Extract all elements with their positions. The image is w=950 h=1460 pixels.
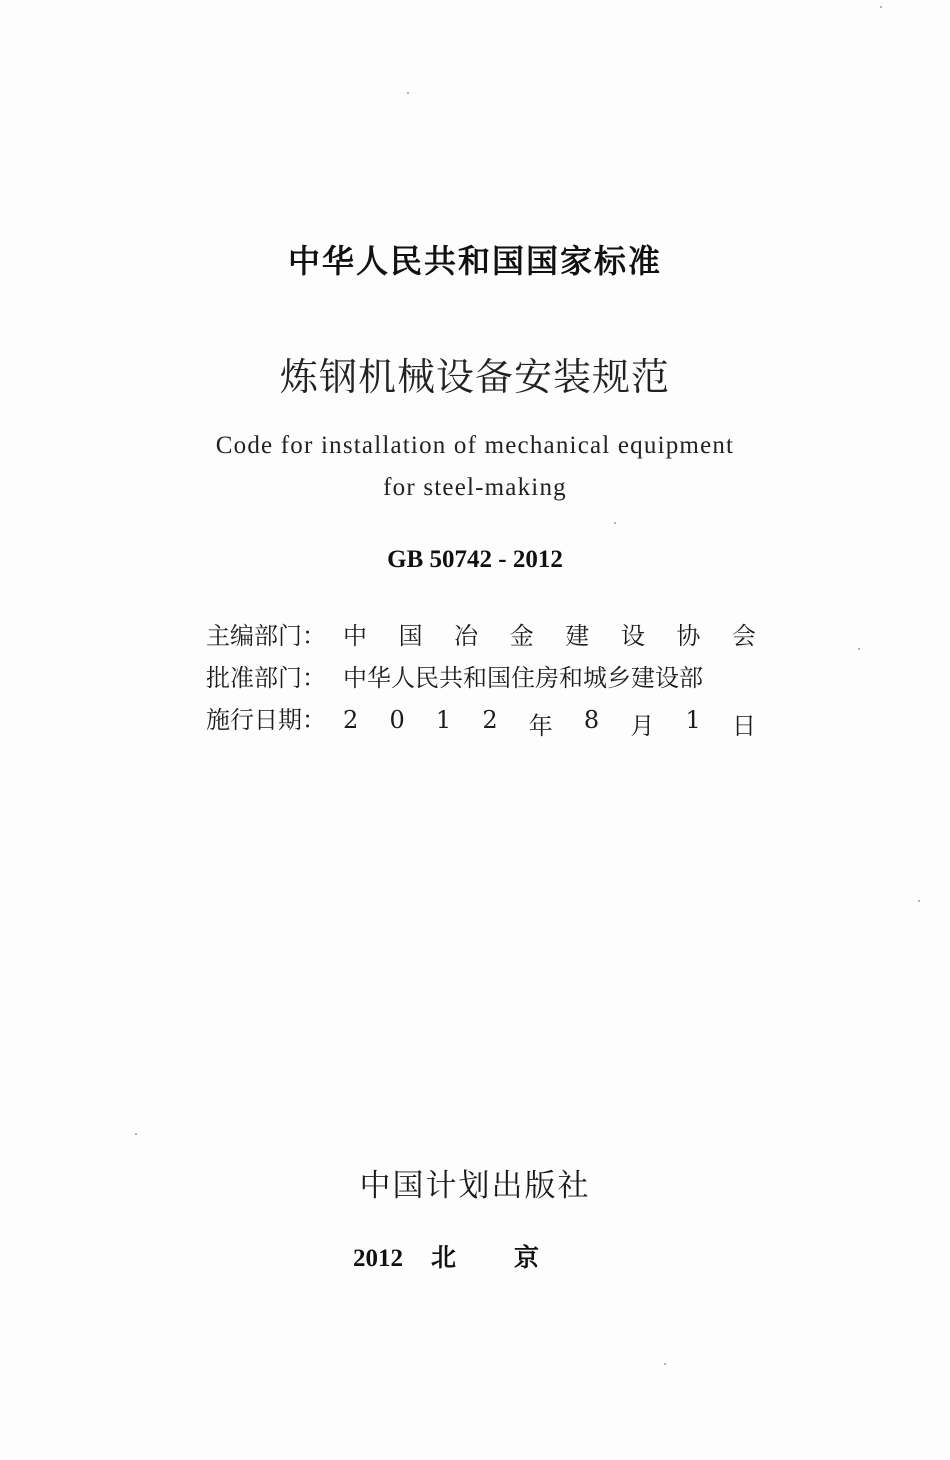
standard-code: GB 50742 - 2012 (387, 546, 563, 573)
editor-char: 建 (565, 622, 590, 650)
editor-char: 中 (343, 622, 367, 650)
editor-char: 国 (398, 622, 423, 650)
effective-date-char: 年 (528, 712, 553, 740)
approver-label: 批准部门： (206, 664, 326, 692)
editor-value (343, 616, 756, 651)
effective-date-char: 2 (482, 706, 498, 734)
editor-char: 金 (509, 622, 534, 650)
effective-date-char: 月 (630, 712, 655, 740)
editor-char: 冶 (454, 622, 479, 650)
document-title-english-line-1: Code for installation of mechanical equipment (215, 432, 735, 459)
editor-char: 会 (731, 622, 756, 650)
effective-date-char: 0 (389, 706, 405, 734)
scan-speck (135, 1133, 137, 1135)
scan-speck (614, 522, 616, 524)
approver-value: 中华人民共和国住房和城乡建设部 (343, 664, 703, 692)
effective-date-char: 8 (583, 706, 600, 734)
editor-char: 协 (676, 622, 701, 650)
approver-row (206, 658, 756, 693)
effective-date-char: 1 (435, 706, 452, 734)
publication-year: 2012 (352, 1245, 403, 1272)
document-title-chinese: 炼钢机械设备安装规范 (279, 355, 670, 399)
scan-speck (407, 92, 409, 94)
scan-speck (858, 648, 860, 650)
effective-date-row (206, 700, 756, 741)
editor-row (206, 616, 756, 651)
effective-date-label: 施行日期： (206, 706, 326, 734)
publisher-name: 中国计划出版社 (359, 1168, 591, 1204)
standard-type-heading: 中华人民共和国国家标准 (287, 242, 662, 280)
effective-date-char: 2 (343, 706, 359, 734)
publication-city: 北京 (430, 1245, 597, 1272)
effective-date-char: 1 (685, 706, 701, 734)
effective-date-char: 日 (731, 712, 756, 740)
effective-date-value (343, 706, 756, 741)
scan-speck (880, 6, 882, 8)
document-title-english-line-2: for steel-making (383, 474, 567, 501)
editor-label: 主编部门： (206, 622, 326, 650)
publication-place (0, 1238, 950, 1274)
scan-speck (664, 1363, 666, 1365)
scan-speck (918, 900, 920, 902)
editor-char: 设 (620, 622, 645, 650)
